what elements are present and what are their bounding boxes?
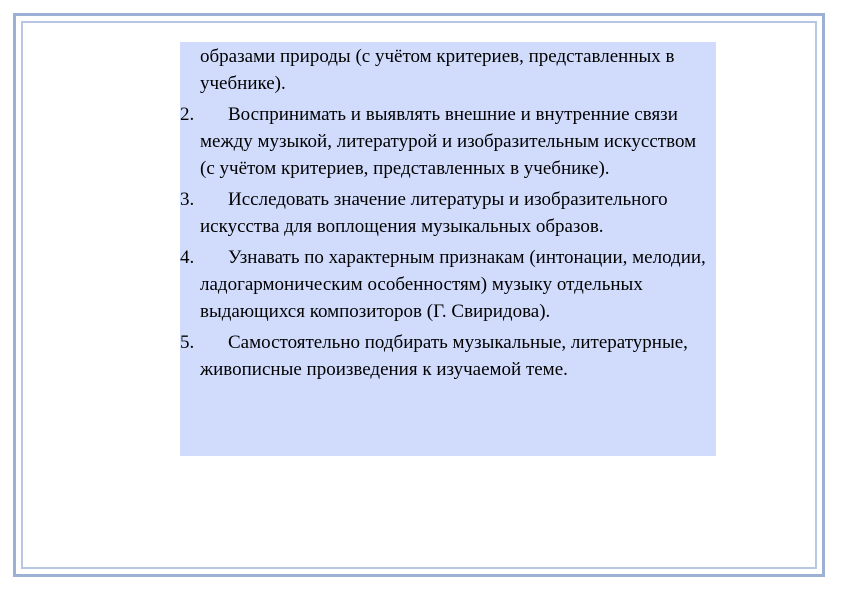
list-item-text: Узнавать по характерным признакам (интонации, мелодии, ладогармоническим особенностям) музыку отдельных выдающихся композиторов (Г. Свиридова). bbox=[200, 247, 706, 322]
list-item-number: 5. bbox=[180, 332, 195, 353]
list-item-text: Самостоятельно подбирать музыкальные, литературные, живописные произведения к изучаемой теме. bbox=[200, 332, 688, 380]
list-item-number: 3. bbox=[180, 189, 195, 210]
list-item bbox=[180, 186, 716, 240]
list-item bbox=[180, 101, 716, 182]
list-item-number: 2. bbox=[180, 104, 195, 125]
list-item bbox=[180, 329, 716, 383]
intro-paragraph: образами природы (с учётом критериев, представленных в учебнике). bbox=[200, 46, 675, 94]
list-item-text: Исследовать значение литературы и изобразительного искусства для воплощения музыкальных образов. bbox=[200, 189, 668, 237]
text-box bbox=[180, 42, 716, 456]
list-item bbox=[180, 244, 716, 325]
list-item-text: Воспринимать и выявлять внешние и внутренние связи между музыкой, литературой и изобразительным искусством (с учётом критериев, представленных в учебнике). bbox=[200, 104, 697, 179]
list-item-number: 4. bbox=[180, 247, 195, 268]
